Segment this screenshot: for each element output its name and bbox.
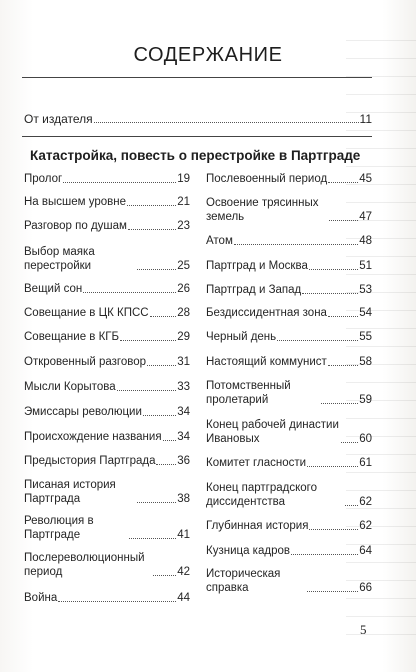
toc-entry-label: Эмиссары революции [24, 406, 142, 418]
toc-entry-page: 21 [177, 196, 190, 208]
toc-entry-label: Партград и Москва [206, 260, 308, 272]
toc-entry-page: 62 [359, 520, 372, 532]
toc-entry[interactable] [206, 418, 372, 446]
toc-entry-page: 19 [177, 173, 190, 185]
toc-entry[interactable] [24, 355, 190, 369]
toc-entry-page: 48 [359, 235, 372, 247]
toc-entry-label: Происхождение названия [24, 431, 162, 443]
toc-entry-page: 60 [359, 433, 372, 445]
dot-leader [345, 505, 358, 506]
dot-leader [150, 316, 177, 317]
toc-entry-label: Атом [206, 235, 233, 247]
toc-entry-label: Глубинная история [206, 520, 309, 532]
toc-entry-page: 11 [359, 112, 372, 126]
dot-leader [277, 340, 358, 341]
toc-entry-page: 44 [177, 592, 190, 604]
dot-leader [328, 316, 358, 317]
toc-entry-label: Бездиссидентная зона [206, 307, 327, 319]
toc-entry[interactable] [206, 306, 372, 320]
toc-entry-label: Мысли Корытова [24, 381, 116, 393]
toc-entry-label: На высшем уровне [24, 196, 127, 208]
toc-entry[interactable] [206, 283, 372, 297]
toc-entry-label: Вещий сон [24, 283, 83, 295]
toc-entry-page: 61 [359, 457, 372, 469]
toc-entry-label: Освоение трясинных земель [206, 197, 319, 223]
toc-entry[interactable] [206, 544, 372, 558]
dot-leader [329, 220, 358, 221]
toc-entry-label: Предыстория Партграда [24, 455, 156, 467]
toc-entry[interactable] [206, 234, 372, 248]
toc-entry[interactable] [24, 430, 190, 444]
toc-entry[interactable] [24, 380, 190, 394]
toc-entry[interactable] [206, 379, 372, 407]
toc-entry-page: 33 [177, 381, 190, 393]
toc-entry-page: 66 [359, 582, 372, 594]
page-number: 5 [360, 622, 367, 637]
toc-entry-label: Конец партградского диссидентства [206, 482, 317, 508]
dot-leader [234, 244, 358, 245]
toc-entry[interactable] [206, 519, 372, 533]
page-title: СОДЕРЖАНИЕ [133, 44, 283, 66]
toc-entry-label: Пролог [24, 173, 63, 185]
dot-leader [163, 440, 177, 441]
toc-entry-page: 28 [177, 307, 190, 319]
toc-entry-label: Послереволюционный период [24, 552, 145, 578]
dot-leader [153, 575, 176, 576]
dot-leader [307, 466, 358, 467]
dot-leader [309, 529, 358, 530]
dot-leader [127, 205, 176, 206]
toc-entry-page: 59 [359, 394, 372, 406]
toc-entry-label: Кузница кадров [206, 545, 290, 557]
toc-entry[interactable] [206, 259, 372, 273]
toc-entry[interactable] [206, 172, 372, 186]
toc-entry-page: 31 [177, 356, 190, 368]
toc-entry-page: 64 [359, 545, 372, 557]
toc-entry-label: Революция в Партграде [24, 515, 94, 541]
toc-entry-label: Совещание в КГБ [24, 331, 120, 343]
toc-entry-page: 41 [177, 529, 190, 541]
toc-entry-label: Комитет гласности [206, 457, 307, 469]
toc-entry-page: 29 [177, 331, 190, 343]
dot-leader [94, 122, 359, 123]
toc-entry[interactable] [206, 355, 372, 369]
toc-entry-page: 34 [177, 406, 190, 418]
toc-entry-label: Потомственный пролетарий [206, 380, 291, 406]
dot-leader [117, 390, 177, 391]
toc-entry-page: 42 [177, 566, 190, 578]
dot-leader [321, 403, 358, 404]
toc-entry[interactable] [24, 551, 190, 579]
toc-entry-label: Партград и Запад [206, 284, 302, 296]
toc-entry[interactable] [206, 330, 372, 344]
toc-entry[interactable] [24, 172, 190, 186]
dot-leader [302, 293, 358, 294]
dot-leader [328, 365, 358, 366]
toc-entry-label: Конец рабочей династии Ивановых [206, 419, 339, 445]
dot-leader [137, 269, 176, 270]
dot-leader [129, 538, 176, 539]
dot-leader [120, 340, 176, 341]
toc-entry[interactable] [24, 514, 190, 542]
toc-entry-publisher[interactable] [24, 112, 372, 126]
toc-entry-page: 23 [177, 220, 190, 232]
toc-entry-page: 62 [359, 496, 372, 508]
dot-leader [328, 182, 358, 183]
dot-leader [291, 554, 358, 555]
toc-entry-label: Настоящий коммунист [206, 356, 327, 368]
section-rule [22, 136, 372, 137]
toc-entry-label: Послевоенный период [206, 173, 328, 185]
dot-leader [63, 182, 176, 183]
toc-entry[interactable] [24, 478, 190, 506]
toc-entry-page: 38 [177, 493, 190, 505]
dot-leader [341, 442, 358, 443]
toc-entry[interactable] [24, 591, 190, 605]
toc-entry-page: 25 [177, 260, 190, 272]
toc-entry-page: 34 [177, 431, 190, 443]
toc-entry-page: 36 [177, 455, 190, 467]
toc-entry-label: Писаная история Партграда [24, 479, 116, 505]
toc-entry[interactable] [206, 567, 372, 595]
toc-entry[interactable] [206, 481, 372, 509]
toc-entry[interactable] [24, 405, 190, 419]
dot-leader [137, 502, 176, 503]
toc-entry[interactable] [24, 454, 190, 468]
toc-entry-page: 51 [359, 260, 372, 272]
dot-leader [307, 591, 358, 592]
toc-entry[interactable] [206, 456, 372, 470]
toc-entry[interactable] [24, 282, 190, 296]
dot-leader [156, 464, 176, 465]
dot-leader [309, 269, 358, 270]
toc-entry[interactable] [24, 330, 190, 344]
toc-entry-page: 47 [359, 211, 372, 223]
title-rule [22, 77, 372, 78]
toc-entry-label: Разговор по душам [24, 220, 127, 232]
dot-leader [147, 365, 176, 366]
section-heading: Катастройка, повесть о перестройке в Партграде [30, 148, 361, 163]
toc-entry-label: Черный день [206, 331, 277, 343]
dot-leader [143, 415, 176, 416]
toc-entry[interactable] [206, 196, 372, 224]
toc-entry-page: 26 [177, 283, 190, 295]
toc-entry[interactable] [24, 195, 190, 209]
toc-entry[interactable] [24, 219, 190, 233]
toc-entry-label: Выбор маяка перестройки [24, 246, 95, 272]
toc-entry-label: Война [24, 592, 58, 604]
toc-entry-label: Совещание в ЦК КПСС [24, 307, 149, 319]
dot-leader [83, 292, 176, 293]
toc-entry-page: 58 [359, 356, 372, 368]
toc-entry-page: 45 [359, 173, 372, 185]
dot-leader [128, 229, 176, 230]
toc-entry-label: Откровенный разговор [24, 356, 147, 368]
toc-entry-label: От издателя [24, 112, 93, 126]
dot-leader [58, 601, 176, 602]
toc-entry[interactable] [24, 306, 190, 320]
toc-entry-page: 53 [359, 284, 372, 296]
toc-entry-label: Историческая справка [206, 568, 281, 594]
toc-entry-page: 54 [359, 307, 372, 319]
toc-entry[interactable] [24, 245, 190, 273]
toc-entry-page: 55 [359, 331, 372, 343]
